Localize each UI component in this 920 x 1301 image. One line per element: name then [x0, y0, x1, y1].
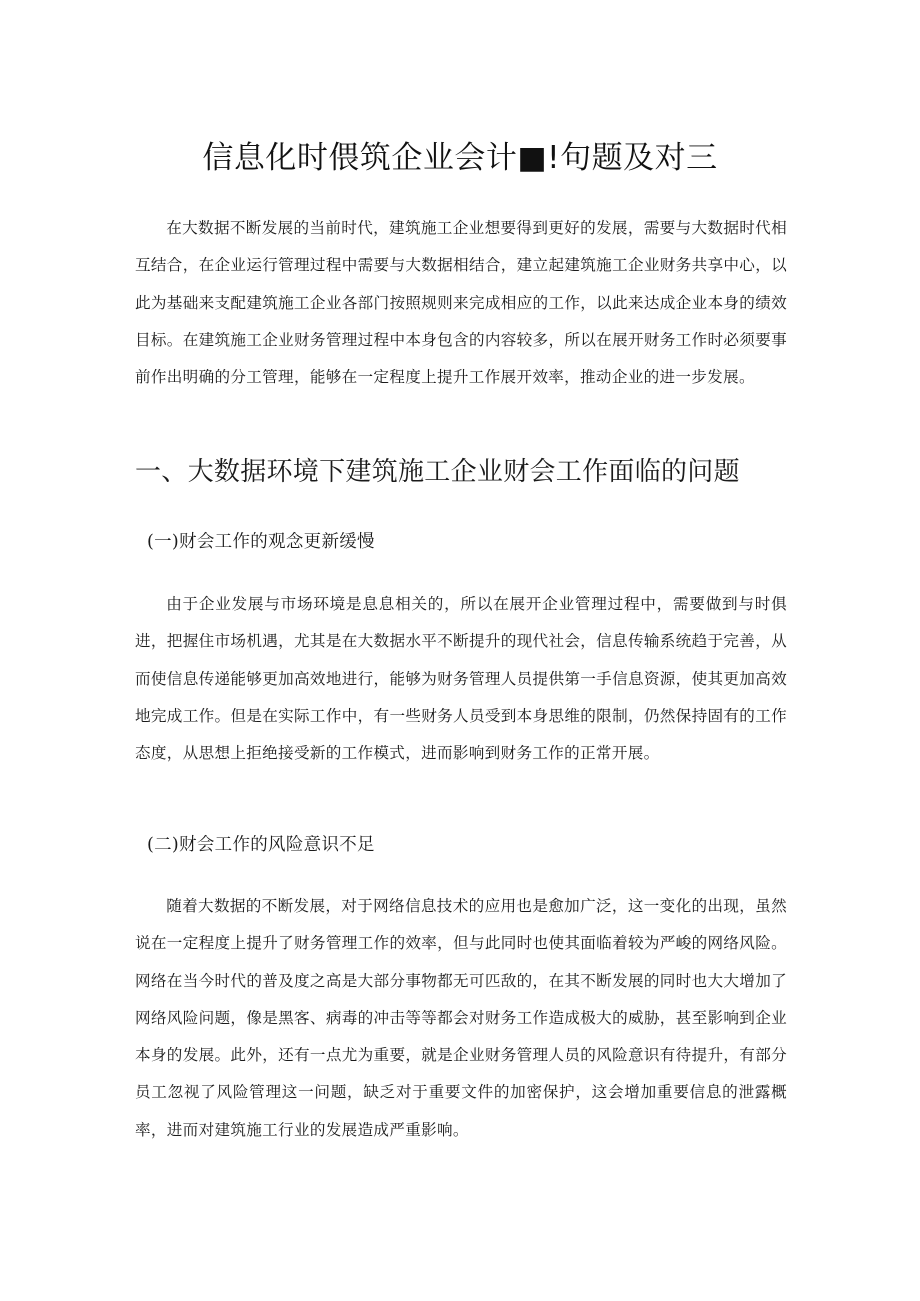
document-title: 信息化时偎筑企业会计■!句题及对三 — [202, 140, 718, 176]
subsection-paragraph-1: 由于企业发展与市场环境是息息相关的，所以在展开企业管理过程中，需要做到与时俱进，把握住市场机遇，尤其是在大数据水平不断提升的现代社会，信息传输系统趋于完善，从而使信息传递能够更加高效地进行，能够为财务管理人员提供第一手信息资源，使其更加高效地完成工作。但是在实际工作中，有一些财务人员受到本身思维的限制，仍然保持固有的工作态度，从思想上拒绝接受新的工作模式，进而影响到财务工作的正常开展。 — [135, 595, 787, 763]
subsection-heading-1: (一)财会工作的观念更新缓慢 — [147, 532, 375, 552]
section-heading: 一、大数据环境下建筑施工企业财会工作面临的问题 — [135, 457, 740, 487]
intro-paragraph: 在大数据不断发展的当前时代，建筑施工企业想要得到更好的发展，需要与大数据时代相互结合，在企业运行管理过程中需要与大数据相结合，建立起建筑施工企业财务共享中心，以此为基础来支配建筑施工企业各部门按照规则来完成相应的工作，以此来达成企业本身的绩效目标。在建筑施工企业财务管理过程中本身包含的内容较多，所以在展开财务工作时必须要事前作出明确的分工管理，能够在一定程度上提升工作展开效率，推动企业的进一步发展。 — [135, 219, 787, 387]
subsection-heading-2: (二)财会工作的风险意识不足 — [147, 835, 375, 855]
subsection-paragraph-2: 随着大数据的不断发展，对于网络信息技术的应用也是愈加广泛，这一变化的出现，虽然说在一定程度上提升了财务管理工作的效率，但与此同时也使其面临着较为严峻的网络风险。网络在当今时代的普及度之高是大部分事物都无可匹敌的，在其不断发展的同时也大大增加了网络风险问题，像是黑客、病毒的冲击等等都会对财务工作造成极大的威胁，甚至影响到企业本身的发展。此外，还有一点尤为重要，就是企业财务管理人员的风险意识有待提升，有部分员工忽视了风险管理这一问题，缺乏对于重要文件的加密保护，这会增加重要信息的泄露概率，进而对建筑施工行业的发展造成严重影响。 — [135, 897, 787, 1139]
